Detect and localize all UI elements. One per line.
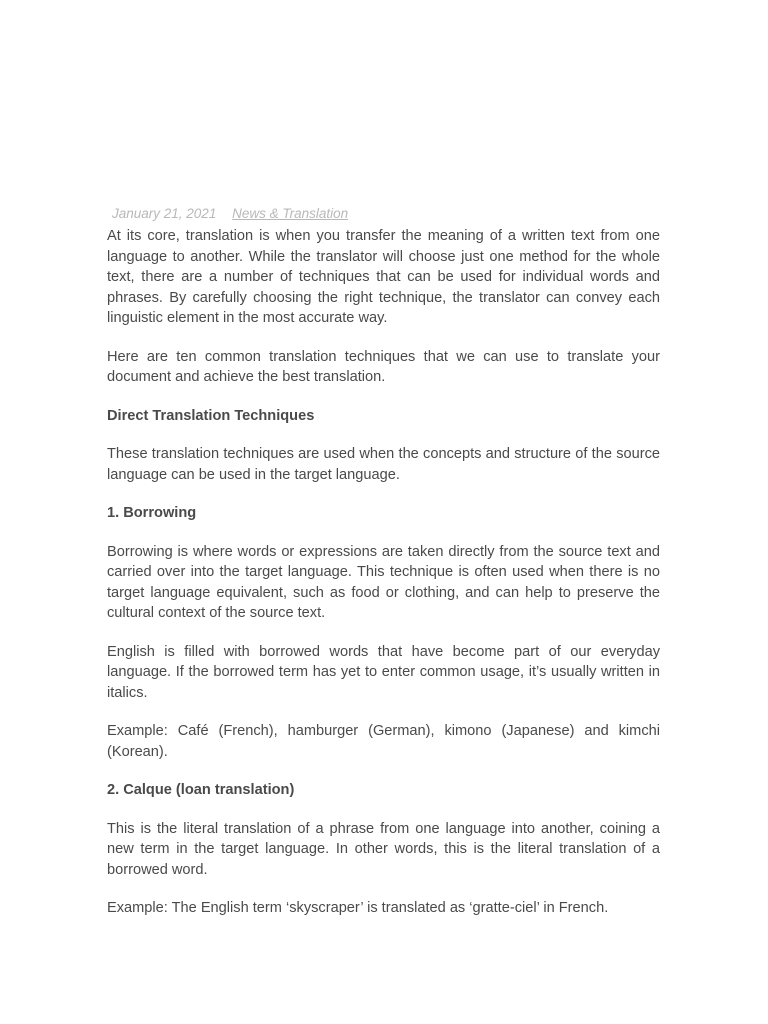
borrowed-words-paragraph: English is filled with borrowed words that have become part of our everyday language. If the borrowed term has yet to enter common usage, it’s usually written in italics. [107, 643, 660, 701]
borrowing-example: Example: Café (French), hamburger (German), kimono (Japanese) and kimchi (Korean). [107, 723, 660, 760]
overview-paragraph: Here are ten common translation techniques that we can use to translate your document and achieve the best translation. [107, 348, 660, 385]
post-meta [112, 206, 348, 221]
section-heading-direct: Direct Translation Techniques [107, 407, 315, 424]
calque-example: Example: The English term ‘skyscraper’ is translated as ‘gratte-ciel’ in French. [107, 900, 609, 916]
borrowing-paragraph: Borrowing is where words or expressions are taken directly from the source text and carried over into the target language. This technique is often used when there is no target language equivalent, such as food or clothing, and can help to preserve the cultural context of the source text. [107, 543, 660, 621]
article-body [107, 226, 660, 937]
intro-paragraph: At its core, translation is when you transfer the meaning of a written text from one language to another. While the translator will choose just one method for the whole text, there are a number of techniques that can be used for individual words and phrases. By carefully choosing the right technique, the translator can convey each linguistic element in the most accurate way. [107, 228, 660, 326]
section-heading-calque: 2. Calque (loan translation) [107, 782, 295, 798]
direct-description-paragraph: These translation techniques are used when the concepts and structure of the source language can be used in the target language. [107, 446, 660, 483]
category-link[interactable]: News & Translation [232, 206, 349, 221]
calque-paragraph: This is the literal translation of a phrase from one language into another, coining a new term in the target language. In other words, this is the literal translation of a borrowed word. [107, 820, 660, 878]
section-heading-borrowing: 1. Borrowing [107, 505, 197, 521]
post-date: January 21, 2021 [112, 206, 217, 221]
